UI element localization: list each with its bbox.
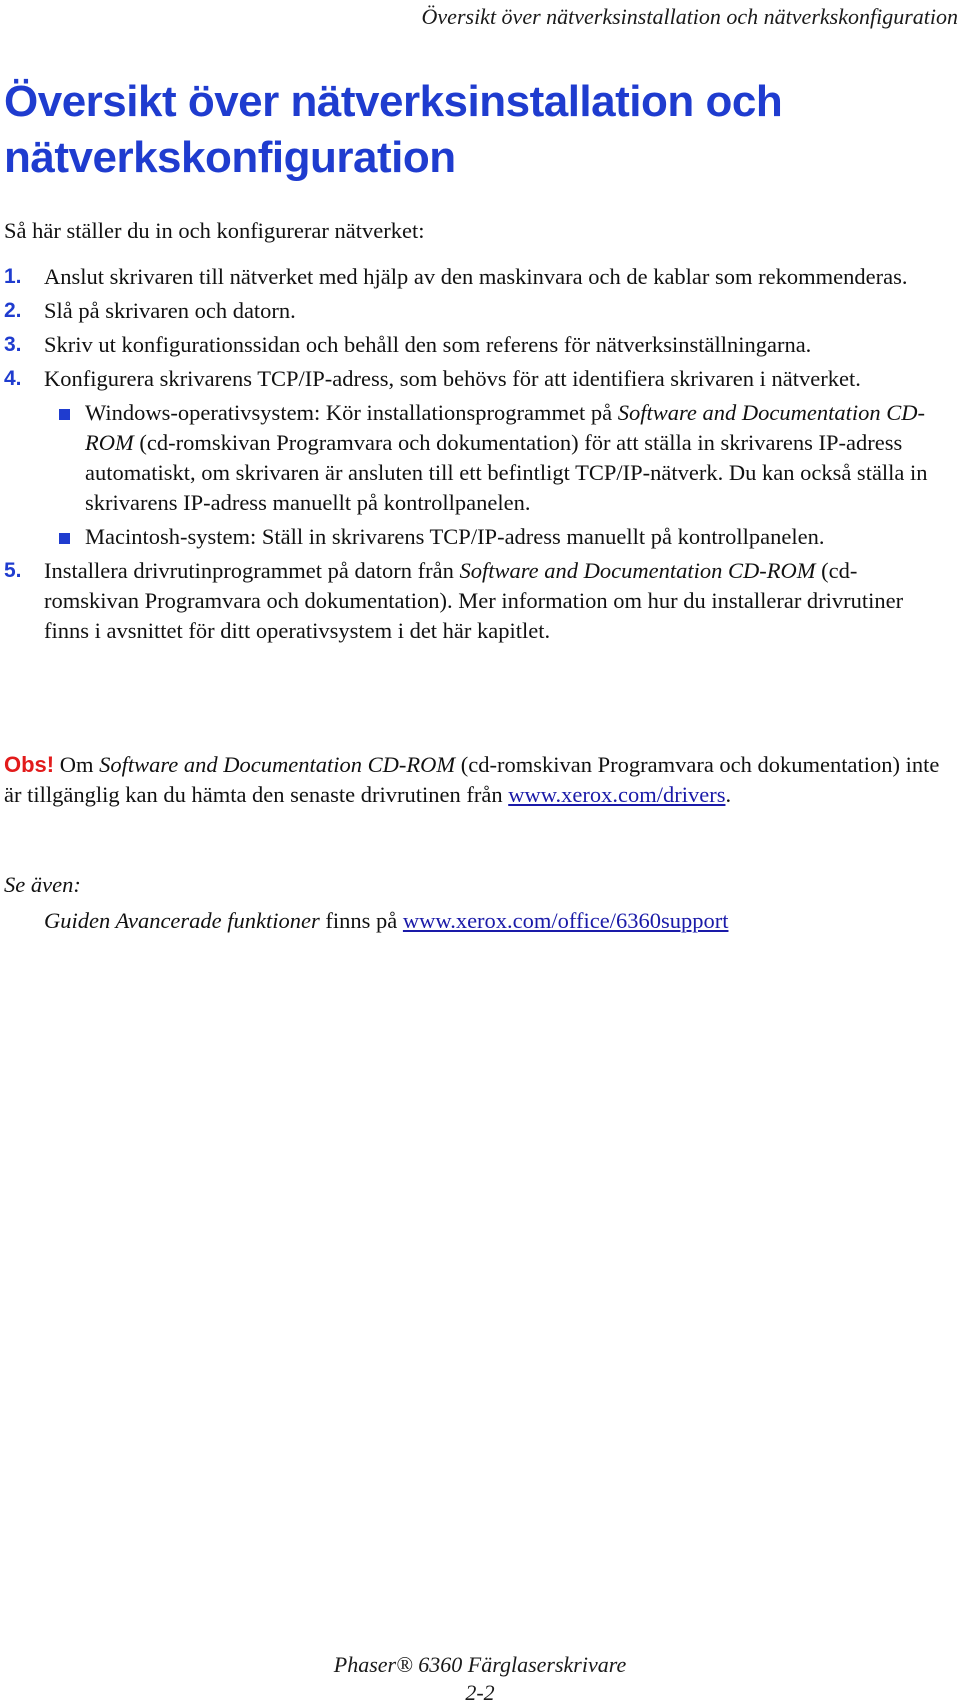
step-5: [0, 556, 950, 646]
step-number: 2.: [4, 299, 22, 322]
step-text: Anslut skrivaren till nätverket med hjälp av den maskinvara och de kablar som rekommenderas.: [44, 264, 908, 289]
step-4: [0, 364, 950, 552]
see-also-line: [44, 906, 728, 936]
note-label: Obs!: [4, 752, 55, 777]
bullet-text-post: (cd-romskivan Programvara och dokumentation) för att ställa in skrivarens IP-adress automatiskt, om skrivaren är ansluten till ett befintligt TCP/IP-nätverk. Du kan också ställa in skrivarens IP-adress manuellt på kontrollpanelen.: [85, 430, 928, 515]
see-also-mid: finns på: [319, 908, 403, 933]
step-number: 4.: [4, 367, 22, 390]
step-text: Konfigurera skrivarens TCP/IP-adress, som behövs för att identifiera skrivaren i nätverket.: [44, 366, 861, 391]
step-text-pre: Installera drivrutinprogrammet på datorn från: [44, 558, 460, 583]
intro-text: Så här ställer du in och konfigurerar nätverket:: [4, 218, 425, 243]
see-also-label: Se även:: [4, 872, 81, 897]
step-text: Slå på skrivaren och datorn.: [44, 298, 296, 323]
square-bullet-icon: [59, 409, 70, 420]
step-text: Skriv ut konfigurationssidan och behåll den som referens för nätverksinställningarna.: [44, 332, 812, 357]
step-number: 5.: [4, 559, 22, 582]
note-post: (cd-romskivan Programvara och dokumentation) inte är tillgänglig kan du hämta den senaste drivrutinen från: [4, 752, 940, 807]
bullet-windows: [44, 398, 950, 518]
note-italic: Software and Documentation CD-ROM: [99, 752, 456, 777]
step-1: [0, 262, 950, 292]
step-number: 3.: [4, 333, 22, 356]
drivers-link[interactable]: www.xerox.com/drivers: [508, 782, 726, 807]
square-bullet-icon: [59, 533, 70, 544]
see-also-guide: Guiden Avancerade funktioner: [44, 908, 320, 933]
bullet-text: Macintosh-system: Ställ in skrivarens TCP/IP-adress manuellt på kontrollpanelen.: [85, 524, 825, 549]
step-text-italic: Software and Documentation CD-ROM: [459, 558, 816, 583]
note-pre: Om: [54, 752, 100, 777]
step-3: [0, 330, 950, 360]
step-text-post: (cd-romskivan Programvara och dokumentation). Mer information om hur du installerar drivrutiner finns i avsnittet för ditt operativsystem i det här kapitlet.: [44, 558, 904, 643]
step-number: 1.: [4, 265, 22, 288]
bullet-macintosh: [44, 522, 950, 552]
step-2: [0, 296, 950, 326]
support-link[interactable]: www.xerox.com/office/6360support: [402, 908, 729, 933]
note-end: .: [725, 782, 732, 807]
footer-page-number: 2-2: [465, 1680, 495, 1705]
footer-product: Phaser® 6360 Färglaserskrivare: [333, 1652, 627, 1677]
running-header: Översikt över nätverksinstallation och nätverkskonfiguration: [421, 4, 958, 29]
steps-list: [0, 262, 950, 650]
bullet-text-italic: Software and Documentation CD-ROM: [85, 400, 926, 455]
page-title: Översikt över nätverksinstallation och nätverkskonfiguration: [4, 77, 783, 182]
note-block: [4, 750, 944, 810]
bullet-list: [44, 398, 950, 552]
bullet-text-pre: Windows-operativsystem: Kör installationsprogrammet på: [85, 400, 618, 425]
